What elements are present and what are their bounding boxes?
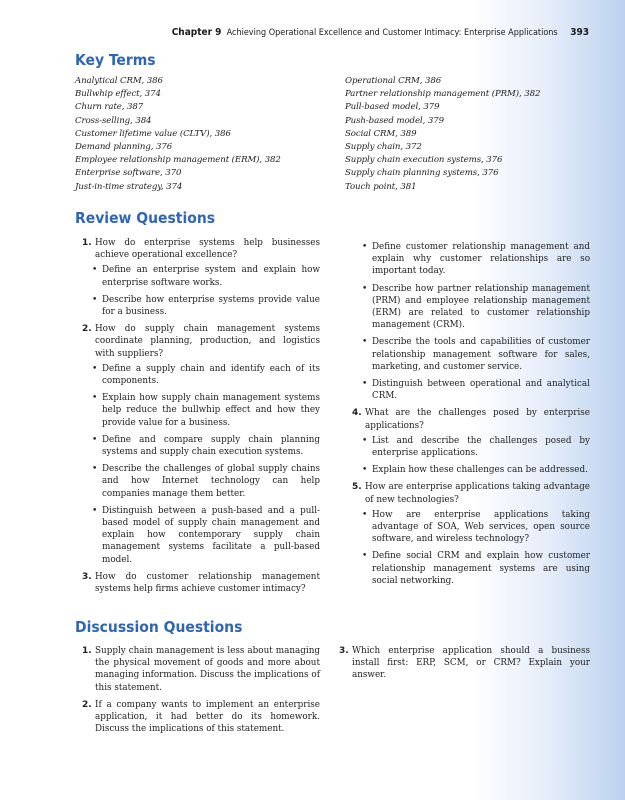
review-bullet [345,283,590,332]
discussion-right-column [332,645,590,687]
question-number: 3. [82,571,92,582]
bullet-icon: • [92,434,98,445]
key-term: Touch point, 381 [345,181,417,192]
review-bullet [345,550,590,587]
key-term: Pull-based model, 379 [345,102,440,113]
chapter-label: Chapter 9 [171,27,222,38]
question-number: 4. [352,408,362,419]
bullet-text: Define social CRM and explain how customer relationship management systems are using social networking. [372,551,590,586]
key-terms-heading: Key Terms [75,51,156,69]
question-number: 1. [82,238,92,248]
bullet-text: How are enterprise applications taking advantage of SOA, Web services, open source software, and wireless technology? [372,509,590,545]
review-bullet [345,378,590,402]
question-text: How do supply chain management systems coordinate planning, production, and logistics with suppliers? [95,324,320,359]
key-term: Customer lifetime value (CLTV), 386 [75,128,231,139]
review-question-3 [75,571,320,595]
review-left-column [75,237,320,598]
review-bullet [345,464,590,476]
review-bullet [345,509,590,546]
question-text: If a company wants to implement an enterprise application, it had better do its homework. Discuss the implications of this statement. [95,699,320,735]
chapter-title: Achieving Operational Excellence and Customer Intimacy: Enterprise Applications [226,28,558,38]
discussion-question-1 [75,645,320,694]
review-question-5 [345,481,590,505]
review-bullet [75,463,320,500]
review-bullet [75,392,320,429]
bullet-text: Define an enterprise system and explain how enterprise software works. [102,265,320,288]
discussion-question-2 [75,699,320,736]
bullet-text: Explain how these challenges can be addressed. [372,465,588,476]
question-number: 2. [82,699,92,710]
question-text: Supply chain management is less about managing the physical movement of goods and more about managing information. Discuss the implications of this statement. [95,646,320,693]
review-bullet [75,264,320,288]
key-term: Bullwhip effect, 374 [75,89,161,100]
bullet-icon: • [362,337,368,348]
discussion-left-column [75,645,320,740]
question-text: Which enterprise application should a business install first: ERP, SCM, or CRM? Explain your answer. [352,646,590,681]
bullet-icon: • [362,379,368,390]
key-term: Supply chain, 372 [345,141,422,152]
discussion-question-3 [332,645,590,682]
review-bullet [75,505,320,566]
question-number: 1. [82,646,92,656]
question-text: How are enterprise applications taking advantage of new technologies? [365,482,590,505]
key-term: Employee relationship management (ERM), 382 [75,155,281,166]
review-questions-heading: Review Questions [75,209,216,227]
bullet-text: Describe how enterprise systems provide value for a business. [102,294,320,318]
key-term: Supply chain planning systems, 376 [345,168,499,179]
bullet-icon: • [362,283,368,294]
key-term: Demand planning, 376 [75,141,173,152]
question-text: What are the challenges posed by enterprise applications? [365,408,590,431]
bullet-icon: • [362,242,368,252]
question-text: How do customer relationship management systems help firms achieve customer intimacy? [95,571,320,595]
key-term: Operational CRM, 386 [345,76,442,86]
review-question-4 [345,407,590,431]
bullet-text: Define customer relationship management and explain why customer relationships are so important today. [372,242,590,277]
bullet-icon: • [92,393,98,404]
key-term: Cross-selling, 384 [75,115,152,126]
review-bullet [75,363,320,387]
review-bullet [75,294,320,318]
bullet-icon: • [92,265,98,276]
question-number: 3. [339,646,349,656]
bullet-text: Distinguish between a push-based and a pull-based model of supply chain management and explain how contemporary supply chain management systems facilitate a pull-based model. [102,505,320,565]
review-bullet [345,435,590,459]
bullet-icon: • [92,464,98,475]
bullet-icon: • [362,465,368,476]
key-term: Churn rate, 387 [75,102,144,113]
bullet-text: List and describe the challenges posed by enterprise applications. [372,435,590,459]
page-number: 393 [570,27,589,38]
question-number: 2. [82,324,92,335]
bullet-icon: • [362,509,368,520]
bullet-text: Explain how supply chain management systems help reduce the bullwhip effect and how they provide value for a business. [102,393,320,428]
key-terms-left-column [75,75,281,194]
key-terms-right-column [345,75,540,194]
bullet-icon: • [362,435,368,446]
bullet-text: Describe the challenges of global supply chains and how Internet technology can help companies manage them better. [102,464,320,499]
question-text: How do enterprise systems help businesses achieve operational excellence? [95,238,320,261]
bullet-icon: • [362,551,368,562]
bullet-text: Describe how partner relationship management (PRM) and employee relationship management (ERM) are related to customer relationship management (CRM). [372,283,590,331]
key-term: Supply chain execution systems, 376 [345,155,503,166]
review-bullet [345,241,590,278]
bullet-text: Define a supply chain and identify each of its components. [102,363,320,387]
key-term: Social CRM, 389 [345,128,417,139]
key-term: Just-in-time strategy, 374 [75,181,183,192]
key-term: Enterprise software, 370 [75,168,182,179]
key-term: Partner relationship management (PRM), 382 [345,89,541,100]
key-term: Analytical CRM, 386 [75,76,163,86]
question-number: 5. [352,482,362,493]
key-term: Push-based model, 379 [345,115,444,126]
review-bullet [75,434,320,458]
review-question-1 [75,237,320,261]
bullet-text: Define and compare supply chain planning systems and supply chain execution systems. [102,434,320,458]
bullet-icon: • [92,294,98,305]
bullet-text: Distinguish between operational and analytical CRM. [372,379,590,402]
bullet-icon: • [92,363,98,374]
bullet-icon: • [92,505,98,516]
bullet-text: Describe the tools and capabilities of customer relationship management software for sales, marketing, and customer service. [372,337,590,372]
running-header [172,27,589,38]
review-bullet [345,336,590,373]
review-right-column [345,241,590,592]
discussion-questions-heading: Discussion Questions [75,618,243,636]
review-question-2 [75,323,320,360]
